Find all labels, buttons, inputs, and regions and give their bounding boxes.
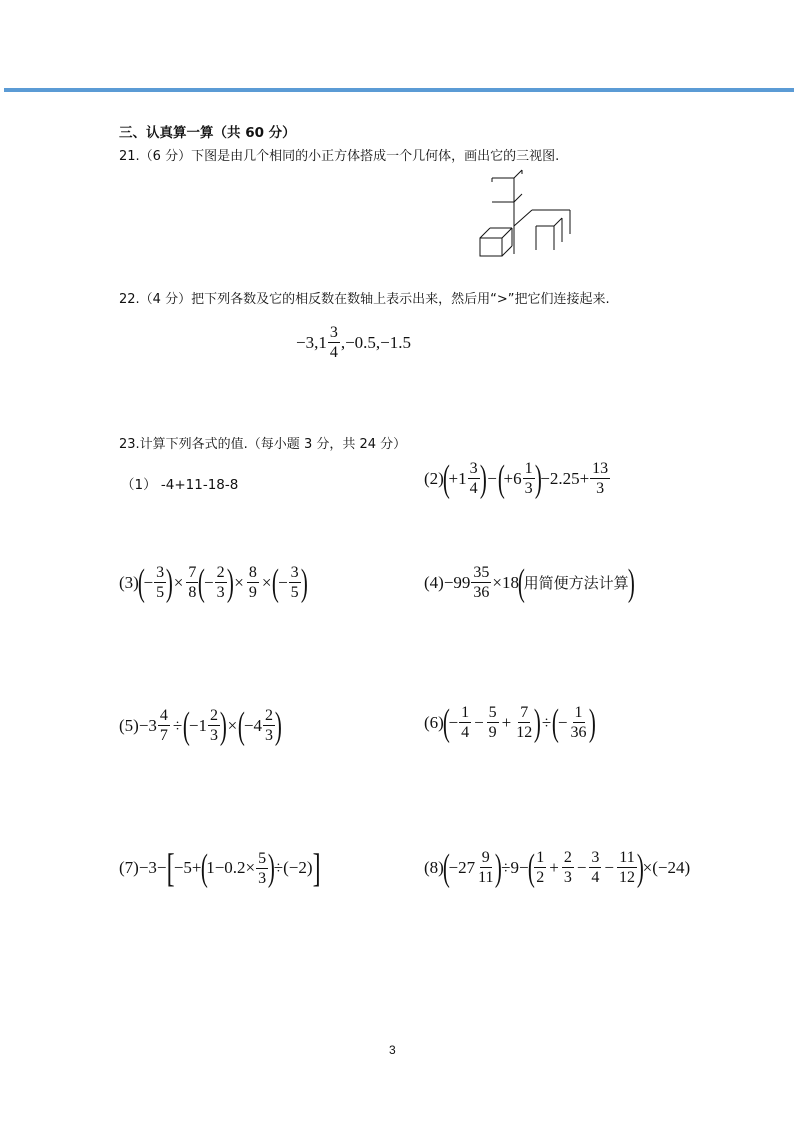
times-op: × (642, 857, 653, 877)
paren-open: ( (272, 561, 280, 604)
numerator: 1 (536, 849, 545, 866)
paren-open: ( (527, 846, 535, 889)
paren-close: ) (479, 457, 487, 500)
q23-part6 (424, 703, 594, 742)
fraction (215, 563, 227, 602)
part-label: (3) (119, 572, 139, 592)
paren-close: ) (495, 846, 503, 889)
paren-close: ) (226, 561, 234, 604)
times-op: × (234, 572, 244, 592)
q23-part8 (424, 848, 690, 887)
part-label: (5) (119, 715, 139, 735)
denominator: 4 (591, 869, 600, 886)
numerator: 3 (591, 849, 600, 866)
middle-term: ÷9− (501, 857, 529, 877)
minus-op: − (576, 857, 587, 877)
numerator: 2 (265, 707, 274, 724)
denominator: 9 (488, 724, 497, 741)
lead-term: −3 (138, 715, 157, 735)
denominator: 3 (210, 727, 219, 744)
denominator: 12 (516, 724, 533, 741)
negative-term: (−24) (652, 857, 691, 877)
fraction (590, 459, 610, 498)
lead-term: −3− (138, 858, 167, 877)
paren-close: ) (165, 561, 173, 604)
paren-close: ) (267, 847, 275, 889)
whole: +1 (448, 468, 467, 488)
part-label: (8) (424, 857, 444, 877)
minus-sign: − (143, 572, 154, 592)
paren-open: ( (198, 561, 206, 604)
numerator: 3 (469, 460, 478, 477)
cube-figure (470, 168, 580, 263)
numerator: 7 (188, 564, 197, 581)
numerator: 3 (329, 324, 338, 341)
q22-numbers-a: −3,1 (296, 332, 327, 352)
fraction (186, 563, 198, 602)
numerator: 13 (592, 460, 609, 477)
numerator: 35 (473, 564, 490, 581)
paren-open: ( (517, 561, 525, 604)
whole: +6 (503, 468, 522, 488)
times-op: × (173, 572, 184, 592)
inner-term: −5+ (173, 858, 202, 877)
denominator: 2 (536, 869, 545, 886)
minus-sign: − (203, 572, 214, 592)
denominator: 36 (570, 724, 587, 741)
part-label: (2) (424, 468, 444, 488)
q23-prompt: 23.计算下列各式的值.（每小题 3 分，共 24 分） (119, 437, 407, 452)
numerator: 11 (619, 849, 635, 866)
paren-open: ( (442, 701, 450, 744)
paren-open: ( (137, 561, 145, 604)
denominator: 11 (478, 869, 494, 886)
method-note: 用简便方法计算 (523, 574, 629, 592)
inner-term: 1−0.2× (206, 858, 256, 877)
numerator: 4 (159, 707, 168, 724)
fraction (534, 848, 546, 887)
numerator: 2 (210, 707, 219, 724)
plus-op: + (501, 712, 512, 732)
negative-term: (−2) (283, 858, 313, 877)
denominator: 8 (188, 584, 197, 601)
numerator: 2 (216, 564, 225, 581)
paren-close: ) (274, 704, 282, 747)
q22-numbers-b: ,−0.5,−1.5 (340, 332, 412, 352)
part-label: (4) (424, 572, 444, 592)
fraction (569, 703, 589, 742)
fraction (523, 459, 535, 498)
paren-open: ( (442, 846, 450, 889)
fraction (208, 706, 220, 745)
paren-close: ) (588, 701, 596, 744)
q23-part7 (119, 845, 321, 890)
paren-open: ( (183, 704, 191, 747)
minus-op: − (487, 468, 497, 488)
bracket-open: [ (166, 845, 175, 890)
denominator: 3 (265, 727, 274, 744)
fraction (562, 848, 574, 887)
q22-numbers (296, 323, 411, 362)
paren-close: ) (627, 561, 635, 604)
fraction (471, 563, 491, 602)
middle-term: −2.25+ (540, 468, 590, 488)
paren-close: ) (219, 704, 227, 747)
times-op: × (227, 715, 238, 735)
tail-term: ×18 (492, 572, 520, 592)
paren-open: ( (442, 457, 450, 500)
fraction (158, 706, 170, 745)
denominator: 4 (461, 724, 470, 741)
fraction (289, 563, 301, 602)
numerator: 8 (248, 564, 257, 581)
q23-part1: （1） -4+11-18-8 (121, 477, 239, 493)
part-label: (6) (424, 712, 444, 732)
paren-open: ( (497, 457, 505, 500)
denominator: 5 (156, 584, 165, 601)
denominator: 5 (290, 584, 299, 601)
fraction (476, 848, 495, 887)
fraction (256, 849, 268, 888)
numerator: 2 (563, 849, 572, 866)
fraction (487, 703, 499, 742)
divide-op: ÷ (541, 712, 552, 732)
paren-open: ( (200, 847, 208, 889)
denominator: 3 (596, 480, 605, 497)
minus-sign: − (278, 572, 288, 592)
fraction (263, 706, 275, 745)
fraction (459, 703, 471, 742)
fraction (154, 563, 166, 602)
numerator: 3 (156, 564, 165, 581)
paren-open: ( (238, 704, 246, 747)
section-title: 三、认真算一算（共 60 分） (119, 125, 296, 141)
denominator: 3 (258, 869, 267, 887)
q23-part2 (424, 459, 611, 498)
denominator: 9 (248, 584, 257, 601)
paren-close: ) (534, 701, 542, 744)
q23-part5 (119, 706, 281, 745)
numerator: 9 (481, 849, 490, 866)
denominator: 7 (159, 727, 168, 744)
paren-open: ( (552, 701, 560, 744)
page-number: 3 (389, 1043, 396, 1057)
divide-op: ÷ (273, 858, 284, 877)
q22-fraction (328, 323, 340, 362)
numerator: 5 (488, 704, 497, 721)
denominator: 3 (563, 869, 572, 886)
numerator: 3 (290, 564, 299, 581)
q23-part3 (119, 563, 306, 602)
q22-prompt: 22.（4 分）把下列各数及它的相反数在数轴上表示出来，然后用“>”把它们连接起来. (119, 292, 610, 307)
paren-close: ) (300, 561, 308, 604)
denominator: 4 (329, 344, 338, 361)
whole: −4 (243, 715, 263, 735)
fraction (514, 703, 534, 742)
numerator: 1 (461, 704, 470, 721)
paren-close: ) (636, 846, 644, 889)
minus-sign: − (448, 712, 459, 732)
denominator: 3 (524, 480, 533, 497)
minus-sign: − (557, 712, 568, 732)
bracket-close: ] (312, 845, 321, 890)
denominator: 12 (619, 869, 635, 886)
q21-prompt: 21.（6 分）下图是由几个相同的小正方体搭成一个几何体，画出它的三视图. (119, 149, 560, 164)
plus-op: + (549, 857, 559, 877)
denominator: 36 (473, 584, 490, 601)
minus-op: − (604, 857, 614, 877)
numerator: 5 (258, 849, 267, 867)
fraction (247, 563, 259, 602)
numerator: 1 (574, 704, 583, 721)
denominator: 4 (469, 480, 478, 497)
numerator: 1 (524, 460, 533, 477)
numerator: 7 (520, 704, 529, 721)
whole: −1 (188, 715, 208, 735)
whole: −27 (448, 857, 476, 877)
fraction (589, 848, 601, 887)
minus-op: − (474, 712, 484, 732)
lead-term: −99 (443, 572, 471, 592)
divide-op: ÷ (172, 715, 183, 735)
times-op: × (261, 572, 272, 592)
q23-part4 (424, 563, 633, 602)
fraction (617, 848, 637, 887)
denominator: 3 (216, 584, 225, 601)
fraction (468, 459, 480, 498)
header-rule (4, 88, 794, 92)
paren-close: ) (534, 457, 542, 500)
part-label: (7) (119, 858, 139, 877)
